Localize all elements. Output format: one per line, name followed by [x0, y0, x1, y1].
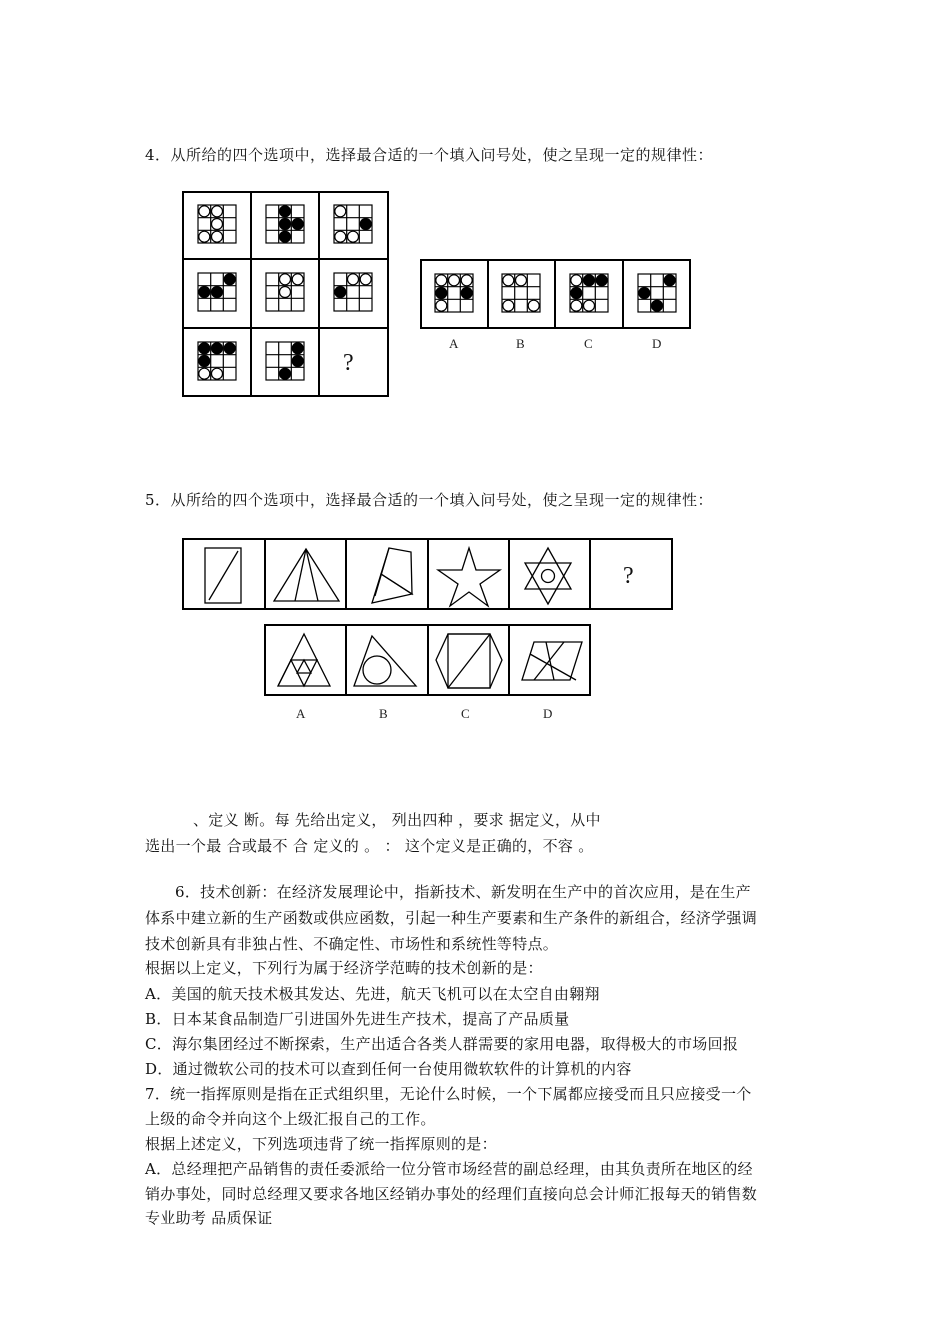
q6-option-a: A．美国的航天技术极其发达、先进，航天飞机可以在太空自由翱翔: [145, 985, 600, 1003]
q5-option-label-a: A: [296, 706, 306, 721]
q6-paragraph-3: 技术创新具有非独占性、不确定性、市场性和系统性等特点。: [145, 935, 559, 953]
q6-paragraph-2: 体系中建立新的生产函数或供应函数，引起一种生产要素和生产条件的新组合，经济学强调: [145, 909, 758, 927]
q4-option-label-b: B: [516, 336, 525, 351]
q6-paragraph-1: 6．技术创新：在经济发展理论中，指新技术、新发明在生产中的首次应用，是在生产: [175, 883, 751, 901]
q6-option-c: C．海尔集团经过不断探索，生产出适合各类人群需要的家用电器，取得极大的市场回报: [145, 1035, 739, 1053]
q5-question-mark: ?: [623, 563, 634, 589]
q5-options-figure: [264, 624, 592, 697]
q4-question-mark: ?: [343, 350, 354, 376]
footer-slogan: 专业助考 品质保证: [145, 1209, 273, 1227]
q4-option-label-c: C: [584, 336, 593, 351]
intro-line-2: 选出一个最 合或最不 合 定义的 。 ： 这个定义是正确的，不容 。: [145, 837, 594, 855]
q7-prompt: 根据上述定义，下列选项违背了统一指挥原则的是：: [145, 1135, 497, 1153]
q4-option-label-d: D: [652, 336, 662, 351]
q5-option-label-b: B: [379, 706, 388, 721]
q4-matrix-figure: [182, 191, 390, 398]
q4-option-label-a: A: [449, 336, 459, 351]
q7-option-a-line-2: 销办事处，同时总经理又要求各地区经销办事处的经理们直接向总会计师汇报每天的销售数: [145, 1185, 758, 1203]
q5-sequence-figure: [182, 538, 674, 611]
q6-option-b: B．日本某食品制造厂引进国外先进生产技术，提高了产品质量: [145, 1010, 570, 1028]
q5-title: 5．从所给的四个选项中，选择最合适的一个填入问号处，使之呈现一定的规律性：: [145, 491, 714, 509]
q7-paragraph-2: 上级的命令并向这个上级汇报自己的工作。: [145, 1110, 436, 1128]
q7-paragraph-1: 7．统一指挥原则是指在正式组织里，无论什么时候，一个下属都应接受而且只应接受一个: [145, 1085, 752, 1103]
q7-option-a-line-1: A．总经理把产品销售的责任委派给一位分管市场经营的副总经理，由其负责所在地区的经: [145, 1160, 753, 1178]
q4-options-figure: [420, 259, 692, 331]
q4-title: 4．从所给的四个选项中，选择最合适的一个填入问号处，使之呈现一定的规律性：: [145, 146, 714, 164]
q5-option-label-c: C: [461, 706, 470, 721]
q6-prompt: 根据以上定义，下列行为属于经济学范畴的技术创新的是：: [145, 959, 543, 977]
intro-line-1: 、定义 断。每 先给出定义， 列出四种 ，要求 据定义，从中: [193, 811, 601, 829]
q5-option-label-d: D: [543, 706, 553, 721]
q6-option-d: D．通过微软公司的技术可以查到任何一台使用微软软件的计算机的内容: [145, 1060, 632, 1078]
